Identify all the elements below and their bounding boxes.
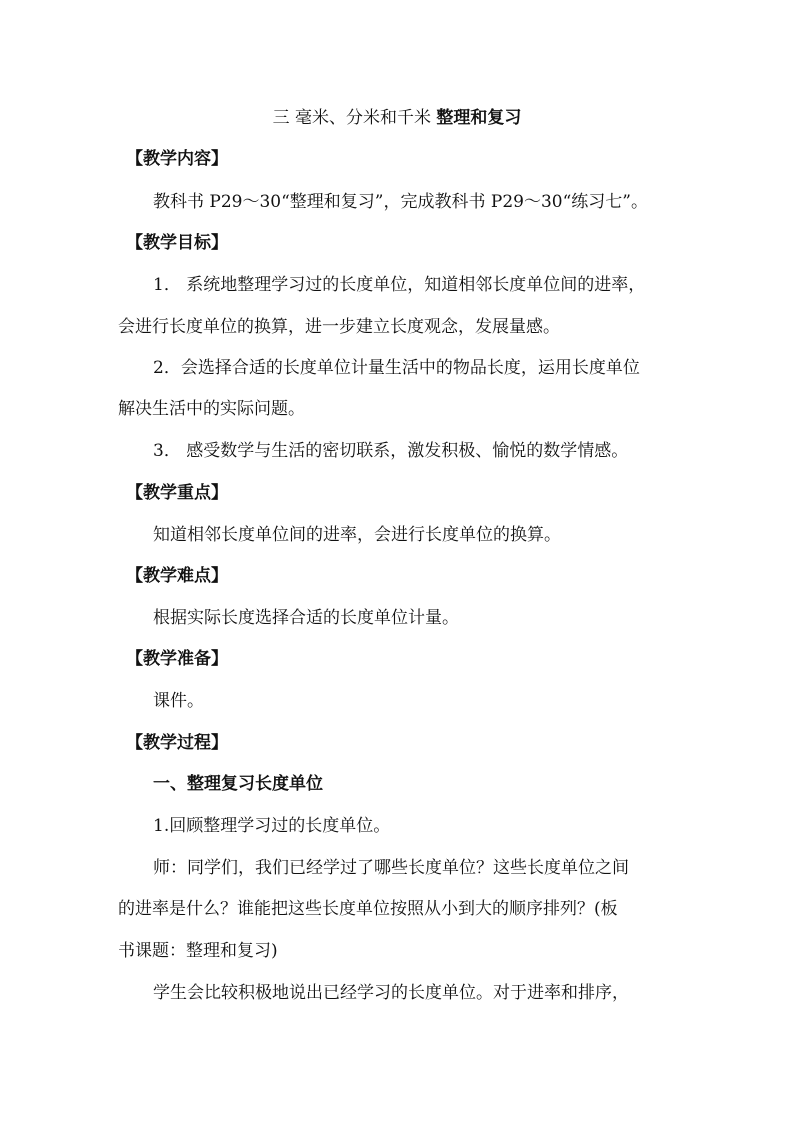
- teacher-line-3: 书课题：整理和复习): [118, 941, 278, 961]
- step-1: 1.回顾整理学习过的长度单位。: [153, 816, 391, 836]
- teacher-line-1: 师：同学们，我们已经学过了哪些长度单位？这些长度单位之间: [153, 858, 629, 878]
- key-text: 知道相邻长度单位间的进率，会进行长度单位的换算。: [153, 525, 561, 545]
- section-heading-goals: 【教学目标】: [126, 233, 228, 253]
- goal-1-line-1: 1． 系统地整理学习过的长度单位，知道相邻长度单位间的进率，: [153, 275, 646, 295]
- section-heading-process: 【教学过程】: [126, 733, 228, 753]
- section-heading-prep: 【教学准备】: [126, 649, 228, 669]
- title-main: 整理和复习: [436, 108, 522, 128]
- content-text: 教科书 P29～30“整理和复习”，完成教科书 P29～30“练习七”。: [153, 192, 648, 212]
- goal-1-line-2: 会进行长度单位的换算，进一步建立长度观念，发展量感。: [118, 317, 560, 337]
- goal-2-line-2: 解决生活中的实际问题。: [118, 399, 305, 419]
- goal-2-line-1: 2．会选择合适的长度单位计量生活中的物品长度，运用长度单位: [153, 358, 640, 378]
- student-line-1: 学生会比较积极地说出已经学习的长度单位。对于进率和排序，: [153, 983, 629, 1003]
- difficulty-text: 根据实际长度选择合适的长度单位计量。: [153, 608, 459, 628]
- title-prefix: 三 毫米、分米和千米: [272, 108, 437, 128]
- prep-text: 课件。: [153, 691, 204, 711]
- section-heading-content: 【教学内容】: [126, 149, 228, 169]
- section-heading-key: 【教学重点】: [126, 483, 228, 503]
- teacher-line-2: 的进率是什么？谁能把这些长度单位按照从小到大的顺序排列？(板: [118, 899, 618, 919]
- page-title: [0, 106, 794, 130]
- section-heading-difficulty: 【教学难点】: [126, 566, 228, 586]
- part-1-heading: 一、整理复习长度单位: [153, 774, 323, 794]
- goal-3: 3． 感受数学与生活的密切联系，激发积极、愉悦的数学情感。: [153, 441, 629, 461]
